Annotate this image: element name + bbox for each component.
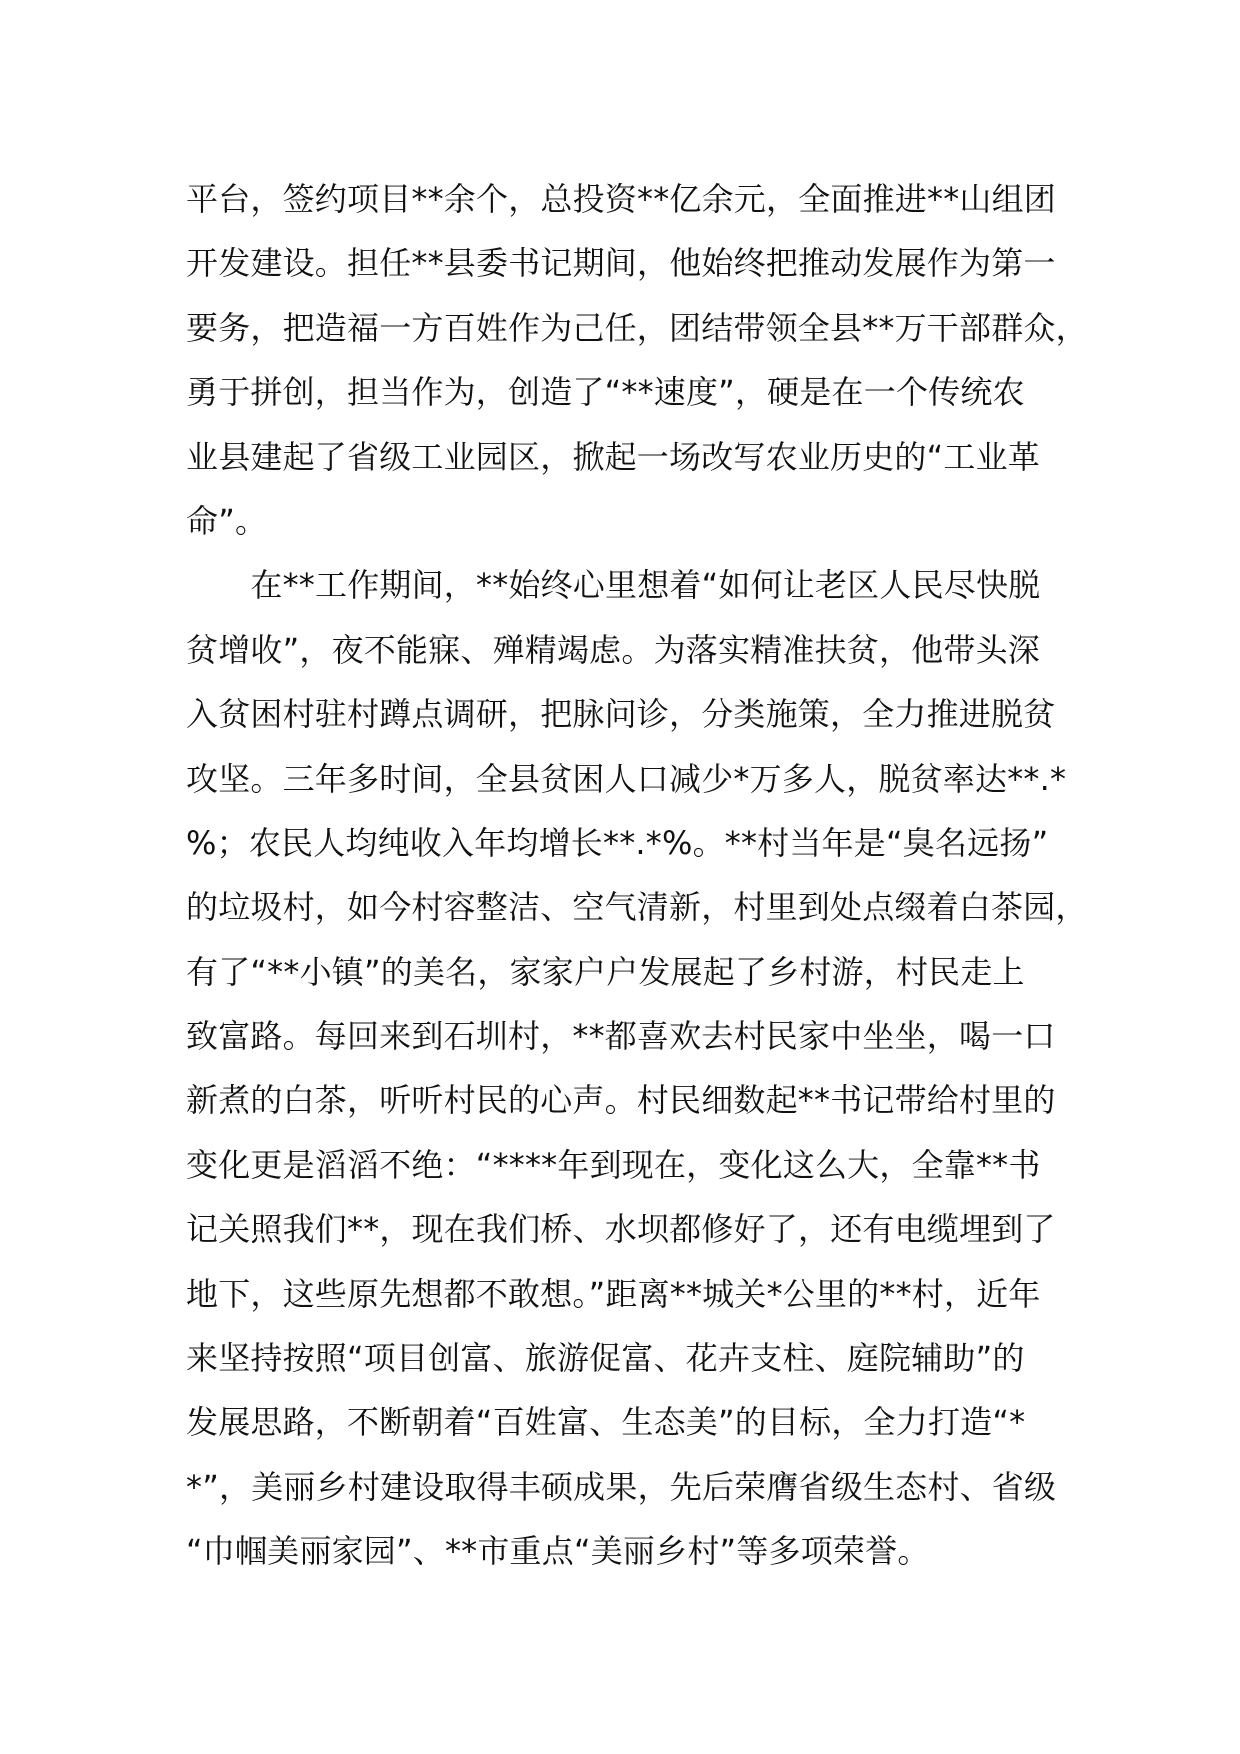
text-line: 新煮的白茶，听听村民的心声。村民细数起**书记带给村里的 — [186, 1081, 1056, 1120]
text-line: 在**工作期间，**始终心里想着“如何让老区人民尽快脱 — [186, 566, 1041, 605]
text-line: 开发建设。担任**县委书记期间，他始终把推动发展作为第一 — [186, 244, 1056, 283]
text-line: *”，美丽乡村建设取得丰硕成果，先后荣膺省级生态村、省级 — [186, 1467, 1057, 1506]
text-line: %；农民人均纯收入年均增长**.*%。**村当年是“臭名远扬” — [186, 823, 1049, 862]
text-line: 贫增收”，夜不能寐、殚精竭虑。为落实精准扶贫，他带头深 — [186, 630, 1040, 669]
text-line: 记关照我们**，现在我们桥、水坝都修好了，还有电缆埋到了 — [186, 1210, 1056, 1249]
text-line: 业县建起了省级工业园区，掀起一场改写农业历史的“工业革 — [186, 437, 1040, 476]
text-line: 有了“**小镇”的美名，家家户户发展起了乡村游，村民走上 — [186, 952, 1025, 991]
body-text — [186, 167, 1086, 1584]
text-line: 来坚持按照“项目创富、旅游促富、花卉支柱、庭院辅助”的 — [186, 1339, 1025, 1378]
text-line: 攻坚。三年多时间，全县贫困人口减少*万多人，脱贫率达**.* — [186, 759, 1067, 798]
text-line: 变化更是滔滔不绝：“****年到现在，变化这么大，全靠**书 — [186, 1145, 1041, 1184]
text-line: 的垃圾村，如今村容整洁、空气清新，村里到处点缀着白茶园， — [186, 888, 1088, 927]
text-line: 入贫困村驻村蹲点调研，把脉问诊，分类施策，全力推进脱贫 — [186, 695, 1056, 734]
text-line: 命”。 — [186, 501, 268, 540]
text-line: 地下，这些原先想都不敢想。”距离**城关*公里的**村，近年 — [186, 1274, 1041, 1313]
text-line: 勇于拼创，担当作为，创造了“**速度”，硬是在一个传统农 — [186, 373, 1025, 412]
text-line: 发展思路，不断朝着“百姓富、生态美”的目标，全力打造“* — [186, 1403, 1026, 1442]
text-line: 平台，签约项目**余个，总投资**亿余元，全面推进**山组团 — [186, 180, 1057, 218]
text-line: “巾帼美丽家园”、**市重点“美丽乡村”等多项荣誉。 — [186, 1532, 930, 1571]
text-line: 要务，把造福一方百姓作为己任，团结带领全县**万干部群众， — [186, 308, 1088, 347]
text-line: 致富路。每回来到石圳村，**都喜欢去村民家中坐坐，喝一口 — [186, 1017, 1056, 1056]
